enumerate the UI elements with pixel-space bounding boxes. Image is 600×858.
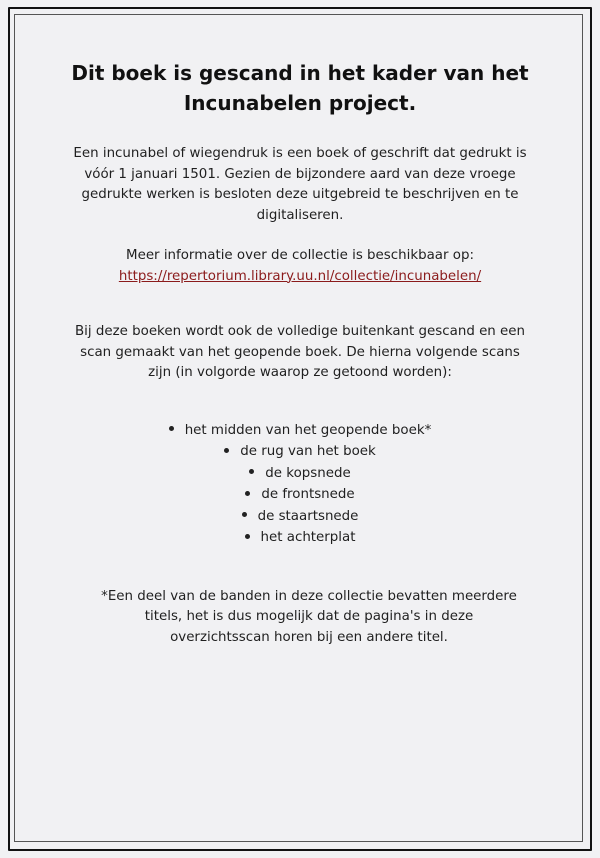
footnote-line: overzichtsscan horen bij een andere titel. — [170, 629, 448, 645]
footnote-line: titels, het is dus mogelijk dat de pagina's in deze — [144, 609, 474, 624]
document-content — [40, 58, 560, 648]
page-title — [40, 58, 560, 118]
scans-intro-line: Bij deze boeken wordt ook de volledige buitenkant gescand en een — [74, 324, 526, 339]
bullet-icon — [245, 534, 250, 539]
list-item — [40, 484, 560, 506]
scan-order-list — [40, 420, 560, 549]
intro-line: vóór 1 januari 1501. Gezien de bijzondere aard van deze vroege — [84, 166, 516, 182]
scans-intro-line: zijn (in volgorde waarop ze getoond worden): — [148, 365, 452, 380]
list-item-label: de frontsnede — [261, 487, 355, 502]
list-item — [40, 441, 560, 463]
list-item-label: het midden van het geopende boek* — [184, 422, 432, 438]
bullet-icon — [245, 491, 250, 496]
list-item — [40, 463, 560, 485]
bullet-icon — [242, 512, 247, 517]
collection-link[interactable]: https://repertorium.library.uu.nl/collectie/incunabelen/ — [118, 268, 482, 284]
intro-line: Een incunabel of wiegendruk is een boek of geschrift dat gedrukt is — [73, 146, 527, 161]
title-line-2: Incunabelen project. — [183, 91, 417, 115]
bullet-icon — [169, 426, 174, 431]
scans-intro-paragraph — [40, 322, 560, 384]
list-item-label: de rug van het boek — [240, 444, 376, 459]
intro-paragraph — [40, 144, 560, 226]
bullet-icon — [224, 448, 229, 453]
footnote-line: *Een deel van de banden in deze collectie bevatten meerdere — [101, 588, 517, 604]
list-item-label: de kopsnede — [265, 465, 351, 481]
list-item — [40, 506, 560, 528]
bullet-icon — [249, 469, 254, 474]
title-line-1: Dit boek is gescand in het kader van het — [71, 61, 529, 85]
more-info-paragraph — [40, 246, 560, 287]
list-item-label: het achterplat — [260, 530, 356, 545]
scans-intro-line: scan gemaakt van het geopende boek. De hierna volgende scans — [80, 344, 520, 360]
footnote-paragraph — [40, 587, 540, 649]
list-item — [40, 527, 560, 549]
more-info-text: Meer informatie over de collectie is beschikbaar op: — [126, 248, 474, 263]
list-item — [40, 420, 560, 442]
list-item-label: de staartsnede — [257, 508, 359, 524]
intro-line: digitaliseren. — [256, 207, 344, 223]
intro-line: gedrukte werken is besloten deze uitgebreid te beschrijven en te — [81, 187, 519, 202]
